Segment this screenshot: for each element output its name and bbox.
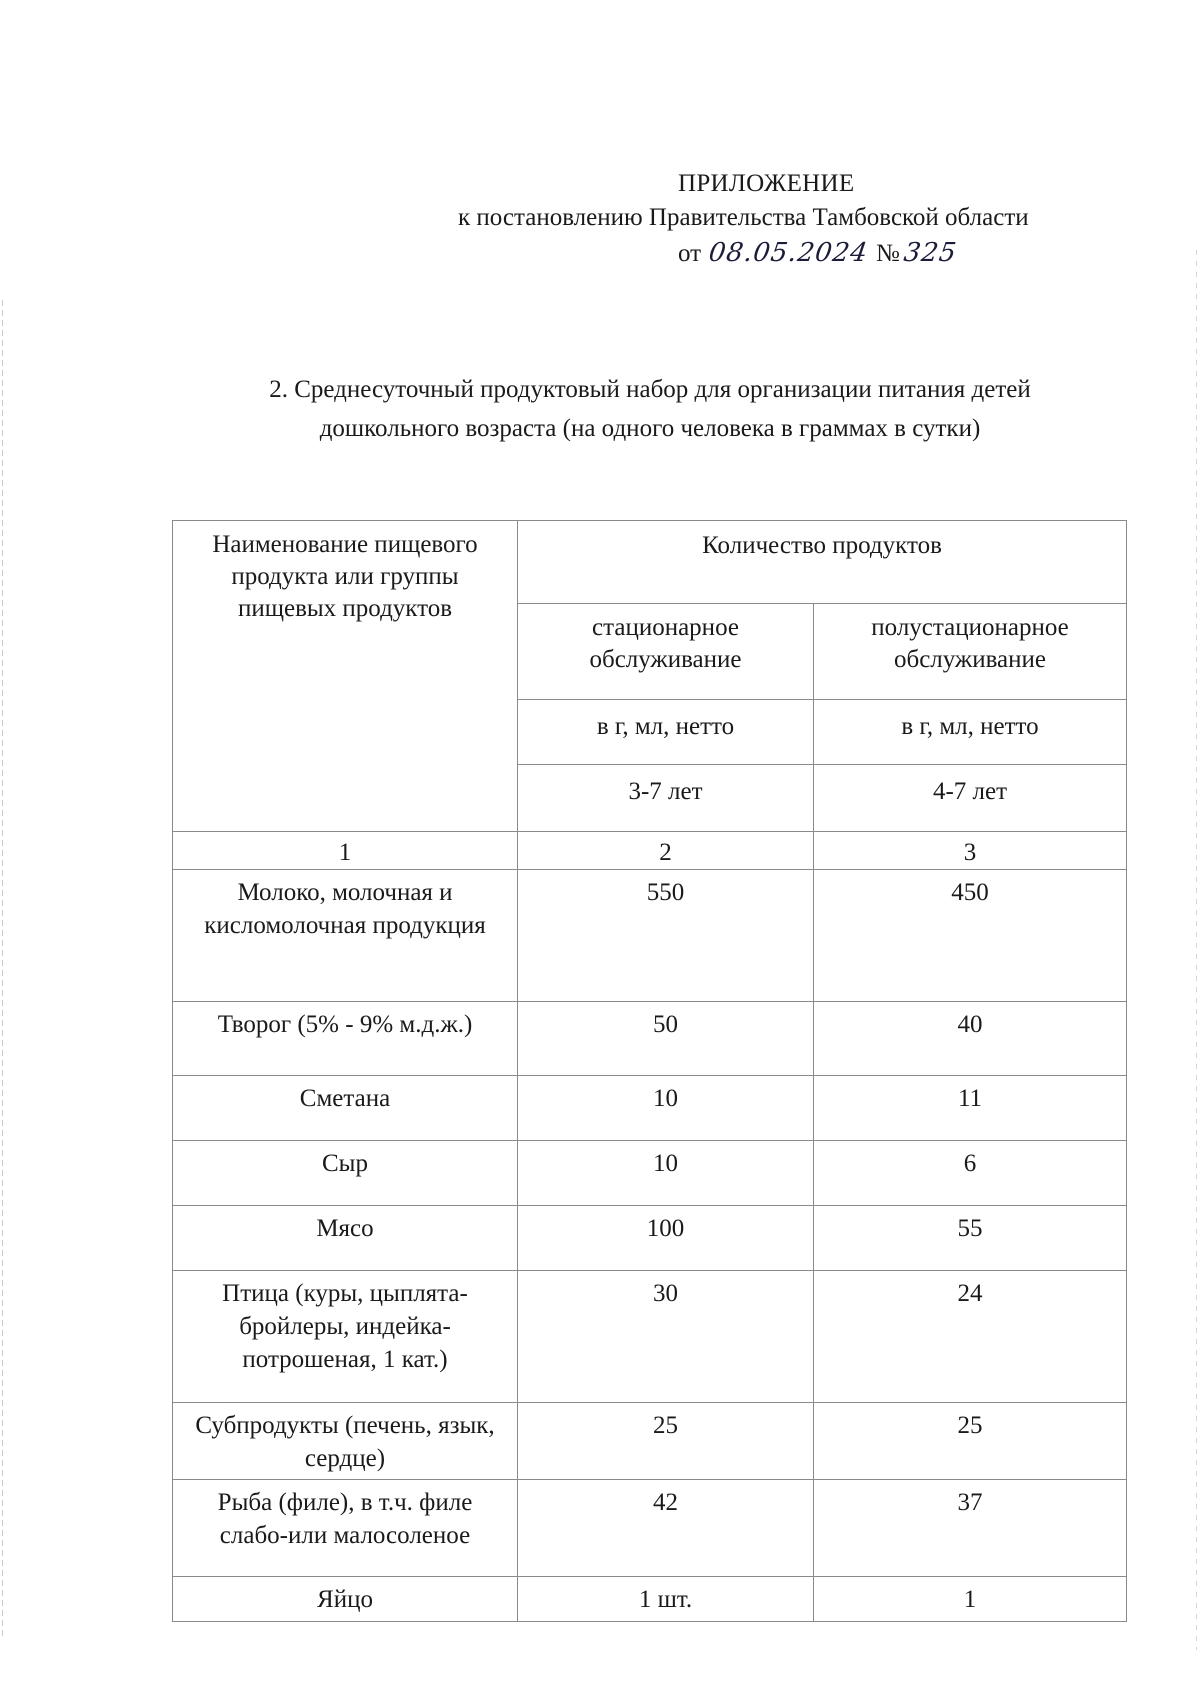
semi-stationary-age-header: 4-7 лет: [814, 765, 1127, 832]
semi-stationary-value-cell: 1: [814, 1577, 1127, 1622]
stationary-value-cell: 30: [518, 1271, 814, 1403]
product-name-cell: Сметана: [173, 1076, 518, 1141]
stationary-age-header: 3-7 лет: [518, 765, 814, 832]
column-number-2: 2: [518, 832, 814, 870]
table-row: [173, 1002, 1127, 1076]
product-name-cell: Сыр: [173, 1141, 518, 1206]
semi-stationary-value-cell: 37: [814, 1480, 1127, 1577]
appendix-reference: к постановлению Правительства Тамбовской области: [458, 204, 1029, 231]
stationary-mode-header: стационарное обслуживание: [518, 604, 814, 700]
food-norms-table: [172, 520, 1127, 1622]
semi-stationary-value-cell: 25: [814, 1403, 1127, 1480]
stationary-value-cell: 10: [518, 1141, 814, 1206]
column-number-1: 1: [173, 832, 518, 870]
table-row: [173, 1271, 1127, 1403]
table-row: [173, 870, 1127, 1002]
table-row: [173, 1141, 1127, 1206]
product-name-cell: Молоко, молочная и кисломолочная продукция: [173, 870, 518, 1002]
product-name-cell: Птица (куры, цыплята-бройлеры, индейка-потрошеная, 1 кат.): [173, 1271, 518, 1403]
stationary-value-cell: 25: [518, 1403, 814, 1480]
appendix-title: ПРИЛОЖЕНИЕ: [678, 170, 855, 197]
section-title: [150, 370, 1150, 448]
scan-edge-right: [1196, 250, 1197, 1650]
semi-stationary-value-cell: 450: [814, 870, 1127, 1002]
product-name-cell: Яйцо: [173, 1577, 518, 1622]
semi-stationary-value-cell: 11: [814, 1076, 1127, 1141]
product-name-cell: Рыба (филе), в т.ч. филе слабо-или малосоленое: [173, 1480, 518, 1577]
table-row: [173, 1480, 1127, 1577]
semi-stationary-mode-header: полустационарное обслуживание: [814, 604, 1127, 700]
semi-stationary-unit-header: в г, мл, нетто: [814, 700, 1127, 765]
number-label: №: [875, 240, 900, 267]
table-row: [173, 1076, 1127, 1141]
handwritten-date: 08.05.2024: [707, 238, 871, 268]
semi-stationary-value-cell: 55: [814, 1206, 1127, 1271]
table-row: [173, 1206, 1127, 1271]
stationary-unit-header: в г, мл, нетто: [518, 700, 814, 765]
header-row: [173, 521, 1127, 604]
section-title-line-1: 2. Среднесуточный продуктовый набор для организации питания детей: [269, 376, 1031, 403]
product-name-header: Наименование пищевого продукта или группы пищевых продуктов: [173, 521, 518, 832]
product-name-cell: Мясо: [173, 1206, 518, 1271]
semi-stationary-value-cell: 6: [814, 1141, 1127, 1206]
stationary-value-cell: 10: [518, 1076, 814, 1141]
column-number-3: 3: [814, 832, 1127, 870]
section-title-line-2: дошкольного возраста (на одного человека в граммах в сутки): [319, 415, 981, 442]
stationary-value-cell: 42: [518, 1480, 814, 1577]
stationary-value-cell: 100: [518, 1206, 814, 1271]
table-row: [173, 1577, 1127, 1622]
quantity-header: Количество продуктов: [518, 521, 1127, 604]
product-name-cell: Творог (5% - 9% м.д.ж.): [173, 1002, 518, 1076]
handwritten-number: 325: [901, 238, 959, 268]
stationary-value-cell: 50: [518, 1002, 814, 1076]
stationary-value-cell: 1 шт.: [518, 1577, 814, 1622]
product-name-cell: Субпродукты (печень, язык, сердце): [173, 1403, 518, 1480]
semi-stationary-value-cell: 24: [814, 1271, 1127, 1403]
column-number-row: [173, 832, 1127, 870]
from-label: от: [678, 240, 702, 267]
table-row: [173, 1403, 1127, 1480]
semi-stationary-value-cell: 40: [814, 1002, 1127, 1076]
stationary-value-cell: 550: [518, 870, 814, 1002]
appendix-date-line: [678, 238, 959, 268]
scan-edge-left: [2, 300, 3, 1640]
